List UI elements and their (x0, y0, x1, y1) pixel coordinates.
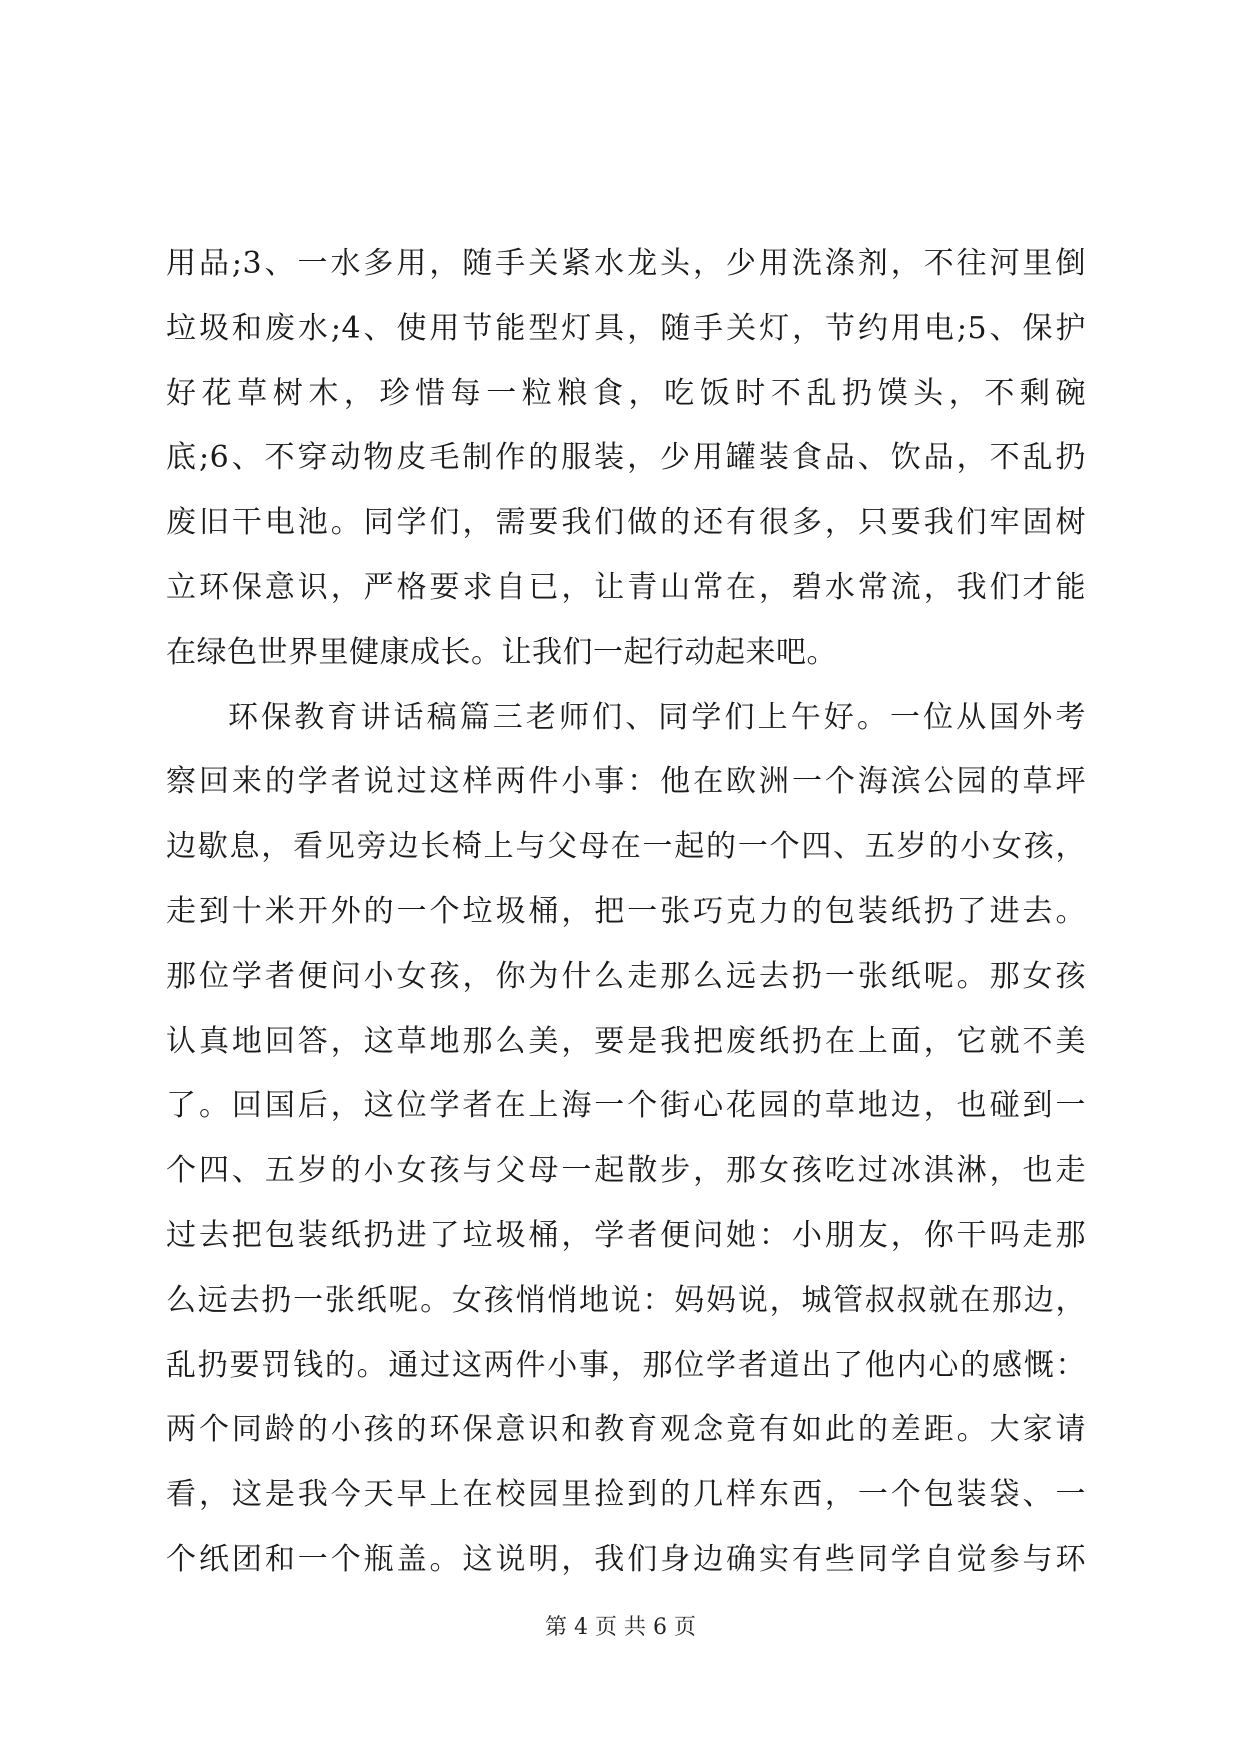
text-line: 用品;3、一水多用，随手关紧水龙头，少用洗涤剂，不往河里倒 (166, 246, 1086, 281)
text-line: 察回来的学者说过这样两件小事：他在欧洲一个海滨公园的草坪 (166, 764, 1086, 800)
paragraph-1 (166, 232, 1086, 686)
text-line: 认真地回答，这草地那么美，要是我把废纸扔在上面，它就不美 (166, 1023, 1086, 1059)
body-text (166, 232, 1086, 1593)
text-line: 个纸团和一个瓶盖。这说明，我们身边确实有些同学自觉参与环 (166, 1541, 1086, 1577)
text-line: 乱扔要罚钱的。通过这两件小事，那位学者道出了他内心的感慨： (166, 1347, 1086, 1383)
text-line: 边歇息，看见旁边长椅上与父母在一起的一个四、五岁的小女孩， (166, 829, 1086, 865)
page-number-label: 第 4 页 共 6 页 (545, 1615, 696, 1640)
text-line: 立环保意识，严格要求自已，让青山常在，碧水常流，我们才能 (166, 569, 1086, 605)
text-line: 底;6、不穿动物皮毛制作的服装，少用罐装食品、饮品，不乱扔 (166, 440, 1086, 476)
text-line: 么远去扔一张纸呢。女孩悄悄地说：妈妈说，城管叔叔就在那边， (166, 1282, 1086, 1318)
text-line: 垃圾和废水;4、使用节能型灯具，随手关灯，节约用电;5、保护 (166, 310, 1086, 346)
page-footer (0, 1610, 1241, 1641)
text-line: 过去把包装纸扔进了垃圾桶，学者便问她：小朋友，你干吗走那 (166, 1217, 1086, 1253)
text-line: 在绿色世界里健康成长。让我们一起行动起来吧。 (166, 634, 837, 670)
text-line: 了。回国后，这位学者在上海一个街心花园的草地边，也碰到一 (166, 1088, 1086, 1124)
text-line: 好花草树木，珍惜每一粒粮食，吃饭时不乱扔馍头，不剩碗 (166, 375, 1086, 411)
text-line: 走到十米开外的一个垃圾桶，把一张巧克力的包装纸扔了进去。 (166, 893, 1086, 929)
paragraph-2 (166, 686, 1086, 1593)
text-line: 废旧干电池。同学们，需要我们做的还有很多，只要我们牢固树 (166, 505, 1086, 541)
text-line: 个四、五岁的小女孩与父母一起散步，那女孩吃过冰淇淋，也走 (166, 1153, 1086, 1189)
text-line: 看，这是我今天早上在校园里捡到的几样东西，一个包装袋、一 (166, 1477, 1086, 1513)
text-line: 两个同龄的小孩的环保意识和教育观念竟有如此的差距。大家请 (166, 1412, 1086, 1448)
text-line: 环保教育讲话稿篇三老师们、同学们上午好。一位从国外考 (228, 699, 1086, 735)
text-line: 那位学者便问小女孩，你为什么走那么远去扔一张纸呢。那女孩 (166, 958, 1086, 994)
